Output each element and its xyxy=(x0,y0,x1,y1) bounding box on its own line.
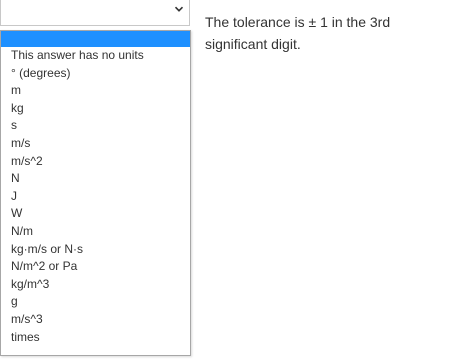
option-w[interactable]: W xyxy=(11,206,23,221)
option-g[interactable]: g xyxy=(11,294,18,309)
option-m-per-s2[interactable]: m/s^2 xyxy=(11,153,43,168)
unit-options-list[interactable] xyxy=(0,30,191,356)
option-density[interactable]: kg/m^3 xyxy=(11,276,50,291)
option-m-per-s[interactable]: m/s xyxy=(11,135,31,150)
option-m[interactable]: m xyxy=(11,83,21,98)
tolerance-note: The tolerance is ± 1 in the 3rd significant digit. xyxy=(205,14,391,52)
option-m-per-s3[interactable]: m/s^3 xyxy=(11,311,43,326)
option-no-units[interactable]: This answer has no units xyxy=(11,48,144,62)
option-degrees[interactable]: ° (degrees) xyxy=(11,65,71,80)
option-kg[interactable]: kg xyxy=(11,100,24,115)
option-pressure[interactable]: N/m^2 or Pa xyxy=(11,259,78,274)
option-times[interactable]: times xyxy=(11,329,40,344)
unit-select[interactable] xyxy=(0,0,190,26)
option-blank[interactable] xyxy=(1,31,190,47)
option-momentum[interactable]: kg·m/s or N·s xyxy=(11,241,83,256)
option-n-per-m[interactable]: N/m xyxy=(11,223,33,238)
option-s[interactable]: s xyxy=(11,118,17,133)
option-n[interactable]: N xyxy=(11,171,20,186)
option-j[interactable]: J xyxy=(11,188,17,203)
chevron-down-icon[interactable] xyxy=(174,4,184,14)
